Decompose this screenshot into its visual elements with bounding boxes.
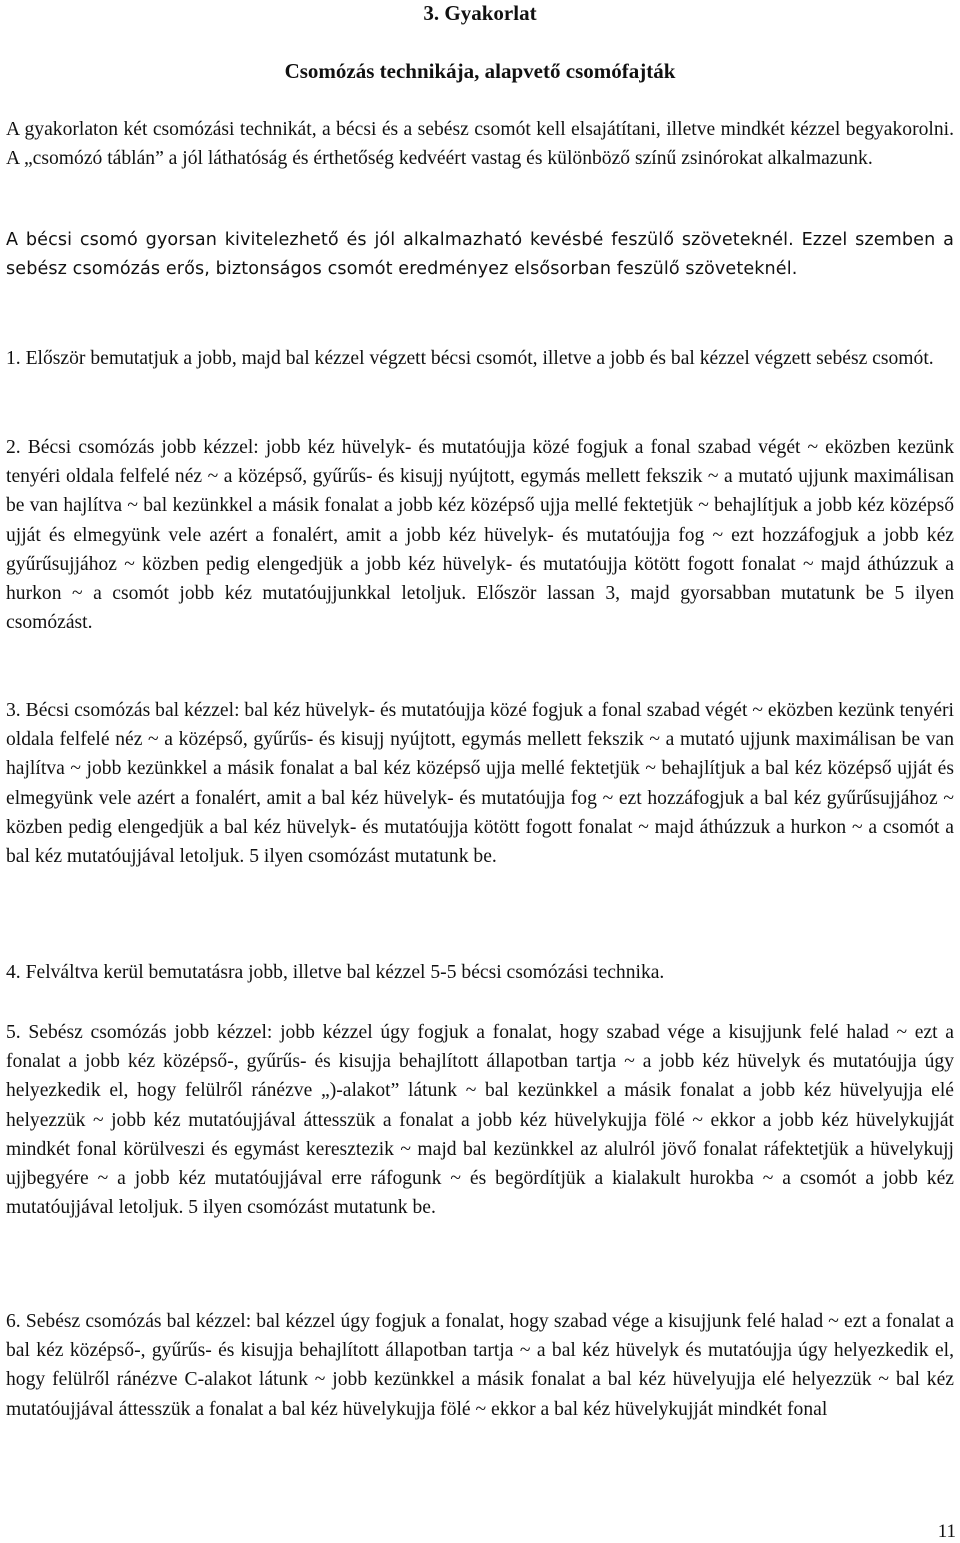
paragraph-intro: A gyakorlaton két csomózási technikát, a bécsi és a sebész csomót kell elsajátítani, illetve mindkét kézzel begyakorolni. A „csomózó táblán” a jól láthatóság és érthetőség kedvéért vastag és különböző színű zsinórokat alkalmazunk. (6, 119, 954, 170)
page-number: 11 (937, 1521, 956, 1542)
paragraph-step-4: 4. Felváltva kerül bemutatásra jobb, illetve bal kézzel 5-5 bécsi csomózási technika. (6, 962, 665, 983)
paragraph-step-5: 5. Sebész csomózás jobb kézzel: jobb kézzel úgy fogjuk a fonalat, hogy szabad vége a kisujjunk felé halad ~ ezt a fonalat a jobb kéz középső-, gyűrűs- és kisujja behajlított állapotban tartja ~ a jobb kéz hüvelyk és mutatóujja úgy helyezkedik el, hogy felülről ránézve „)-alakot” látunk ~ bal kezünkkel a másik fonalat a jobb kéz hüvelyujja elé helyezzük ~ jobb kéz mutatóujjával áttesszük a fonalat a jobb kéz hüvelykujja fölé ~ ekkor a jobb kéz hüvelykujját mindkét fonal körülveszi és egymást keresztezik ~ majd bal kezünkkel az alulról jövő fonalat ráfektetjük a hüvelykujj ujjbegyére ~ a jobb kéz mutatóujjával erre ráfogunk ~ és begördítjük a kialakult hurokba ~ a csomót a jobb kéz mutatóujjával letoljuk. 5 ilyen csomózást mutatunk be. (6, 1022, 954, 1219)
paragraph-step-1: 1. Először bemutatjuk a jobb, majd bal kézzel végzett bécsi csomót, illetve a jobb és bal kézzel végzett sebész csomót. (6, 348, 934, 369)
page-subtitle: Csomózás technikája, alapvető csomófajták (284, 59, 676, 83)
paragraph-step-3: 3. Bécsi csomózás bal kézzel: bal kéz hüvelyk- és mutatóujja közé fogjuk a fonal szabad végét ~ eközben kezünk tenyéri oldala felfelé néz ~ a középső, gyűrűs- és kisujj nyújtott, egymás mellett fekszik ~ a mutató ujjunk maximálisan be van hajlítva ~ jobb kezünkkel a másik fonalat a bal kéz középső ujja mellé fektetjük ~ behajlítjuk a bal kéz középső ujját és elmegyünk vele azért a fonalért, amit a bal kéz hüvelyk- és mutatóujja fog ~ ezt hozzáfogjuk a bal kéz gyűrűsujjához ~ közben pedig elengedjük a bal kéz hüvelyk- és mutatóujja kötött fogott fonalat ~ majd áthúzzuk a hurkon ~ a csomót a bal kéz mutatóujjával letoljuk. 5 ilyen csomózást mutatunk be. (6, 700, 954, 868)
paragraph-comparison: A bécsi csomó gyorsan kivitelezhető és jól alkalmazható kevésbé feszülő szöveteknél. Ezzel szemben a sebész csomózás erős, biztonságos csomót eredményez elsősorban feszülő szöveteknél. (6, 230, 954, 280)
paragraph-step-2: 2. Bécsi csomózás jobb kézzel: jobb kéz hüvelyk- és mutatóujja közé fogjuk a fonal szabad végét ~ eközben kezünk tenyéri oldala felfelé néz ~ a középső, gyűrűs- és kisujj nyújtott, egymás mellett fekszik ~ a mutató ujjunk maximálisan be van hajlítva ~ bal kezünkkel a másik fonalat a jobb kéz középső ujja mellé fektetjük ~ behajlítjuk a jobb kéz középső ujját és elmegyünk vele azért a fonalért, amit a jobb kéz hüvelyk- és mutatóujja fog ~ ezt hozzáfogjuk a jobb kéz gyűrűsujjához ~ közben pedig elengedjük a jobb kéz hüvelyk- és mutatóujja kötött fogott fonalat ~ majd áthúzzuk a hurkon ~ a csomót jobb kéz mutatóujjunkkal letoljuk. Először lassan 3, majd gyorsabban mutatunk be 5 ilyen csomózást. (6, 437, 954, 634)
paragraph-step-6: 6. Sebész csomózás bal kézzel: bal kézzel úgy fogjuk a fonalat, hogy szabad vége a kisujjunk felé halad ~ ezt a fonalat a bal kéz középső-, gyűrűs- és kisujja behajlított állapotban tartja ~ a bal kéz hüvelyk és mutatóujja úgy helyezkedik el, hogy felülről ránézve C-alakot látunk ~ jobb kezünkkel a másik fonalat a bal kéz hüvelyujja elé helyezzük ~ bal kéz mutatóujjával áttesszük a fonalat a bal kéz hüvelykujja fölé ~ ekkor a bal kéz hüvelykujját mindkét fonal (6, 1311, 954, 1420)
page-title: 3. Gyakorlat (423, 1, 537, 25)
